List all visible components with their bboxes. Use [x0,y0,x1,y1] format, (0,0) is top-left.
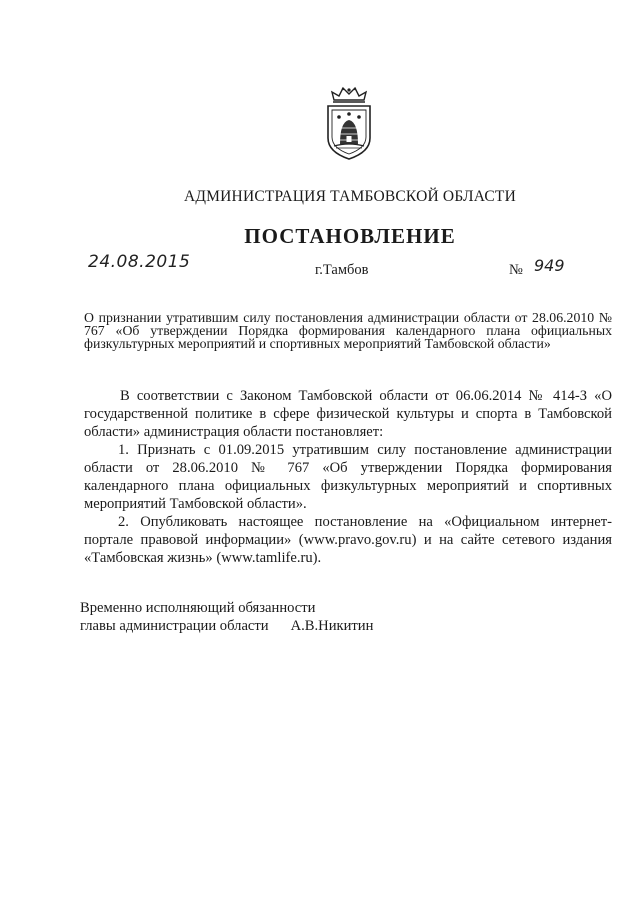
handwritten-date: 24.08.2015 [88,252,191,272]
item-2-paragraph: 2. Опубликовать настоящее постановление на «Официальном интернет-портале правовой информации» (www.pravo.gov.ru) и на сайте сетевого издания «Тамбовская жизнь» (www.tamlife.ru). [84,514,612,566]
signatory-position-line1: Временно исполняющий обязанности [80,600,316,616]
preamble-paragraph: В соответствии с Законом Тамбовской области от 06.06.2014 № 414-З «О государственной политике в сфере физической культуры и спорта в Тамбовской области» администрация области постановляет: [84,388,612,440]
signatory-position-line2: главы администрации области [80,618,269,634]
handwritten-number: 949 [534,256,565,275]
signature-block [80,599,373,635]
city-label: г.Тамбов [315,262,369,278]
agency-title: АДМИНИСТРАЦИЯ ТАМБОВСКОЙ ОБЛАСТИ [184,188,516,205]
signatory-name: А.В.Никитин [290,618,374,634]
document-subject: О признании утратившим силу постановления администрации области от 28.06.2010 № 767 «Об утверждении Порядка формирования календарного плана официальных физкультурных мероприятий и спортивных мероприятий Тамбовской области» [84,310,612,351]
item-1-paragraph: 1. Признать с 01.09.2015 утратившим силу постановление администрации области от 28.06.2010 № 767 «Об утверждении Порядка формирования календарного плана официальных физкультурных мероприятий и спортивных мероприятий Тамбовской области». [84,442,612,512]
number-label: № [509,262,523,278]
document-type-title: ПОСТАНОВЛЕНИЕ [244,224,456,248]
document-body [84,387,612,567]
tambov-coat-of-arms-icon [318,84,380,162]
